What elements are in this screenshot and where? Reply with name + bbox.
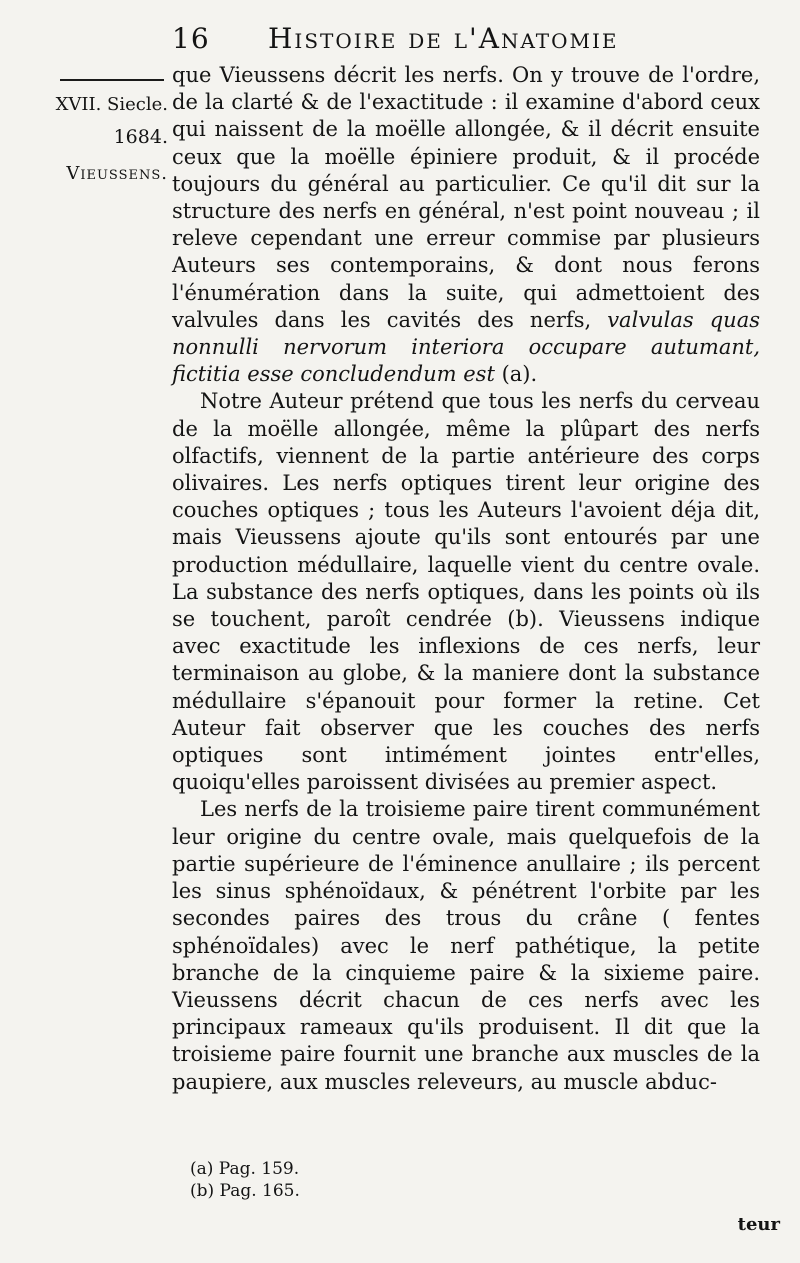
footnote-a: (a) Pag. 159.: [190, 1159, 300, 1179]
latin-quote: valvulas quas nonnulli nervorum interiora occupare autumant, fictitia esse concludendum est: [172, 307, 760, 387]
paragraph-2: Notre Auteur prétend que tous les nerfs du cerveau de la moëlle allongée, même la plûpart des nerfs olfactifs, viennent de la partie antérieure des corps olivaires. Les nerfs optiques tirent leur origine des couches optiques ; tous les Auteurs l'avoient déja dit, mais Vieussens ajoute qu'ils sont entourés par une production médullaire, laquelle vient du centre ovale. La substance des nerfs optiques, dans les points où ils se touchent, paroît cendrée (b). Vieussens indique avec exactitude les inflexions de ces nerfs, leur terminaison au globe, & la maniere dont la substance médullaire s'épanouit pour former la retine. Cet Auteur fait observer que les couches des nerfs optiques sont intimément jointes entr'elles, quoiqu'elles paroissent divisées au premier aspect.: [172, 389, 760, 795]
footnote-b: (b) Pag. 165.: [190, 1181, 300, 1201]
margin-year: 1684.: [113, 126, 168, 148]
margin-century: XVII. Siecle.: [55, 94, 168, 115]
margin-rule: [60, 79, 164, 81]
paragraph-1-tail: (a).: [494, 362, 538, 387]
paragraph-3: Les nerfs de la troisieme paire tirent communément leur origine du centre ovale, mais quelquefois de la partie supérieure de l'éminence anullaire ; ils percent les sinus sphénoïdaux, & pénétrent l'orbite par les secondes paires des trous du crâne ( fentes sphénoïdales) avec le nerf pathétique, la petite branche de la cinquieme paire & la sixieme paire. Vieussens décrit chacun de ces nerfs avec les principaux rameaux qu'ils produisent. Il dit que la troisieme paire fournit une branche aux muscles de la paupiere, aux muscles releveurs, au muscle abduc-: [172, 797, 760, 1094]
running-head: [172, 22, 772, 62]
margin-author: Vieussens.: [66, 163, 168, 184]
page-number: 16: [172, 22, 210, 55]
catchword: teur: [737, 1214, 780, 1235]
paragraph-1-text: que Vieussens décrit les nerfs. On y trouve de l'ordre, de la clarté & de l'exactitude : il examine d'abord ceux qui naissent de la moëlle allongée, & il décrit ensuite ceux que la moëlle épiniere produit, & il procéde toujours du général au particulier. Ce qu'il dit sur la structure des nerfs en général, n'est point nouveau ; il releve cependant une erreur commise par plusieurs Auteurs ses contemporains, & dont nous ferons l'énumération dans la suite, qui admettoient des valvules dans les cavités des nerfs,: [172, 63, 760, 332]
running-title: Histoire de l'Anatomie: [268, 22, 619, 55]
paragraph-1: [172, 62, 760, 388]
body-text: [172, 62, 760, 1096]
footnotes: [190, 1158, 490, 1202]
